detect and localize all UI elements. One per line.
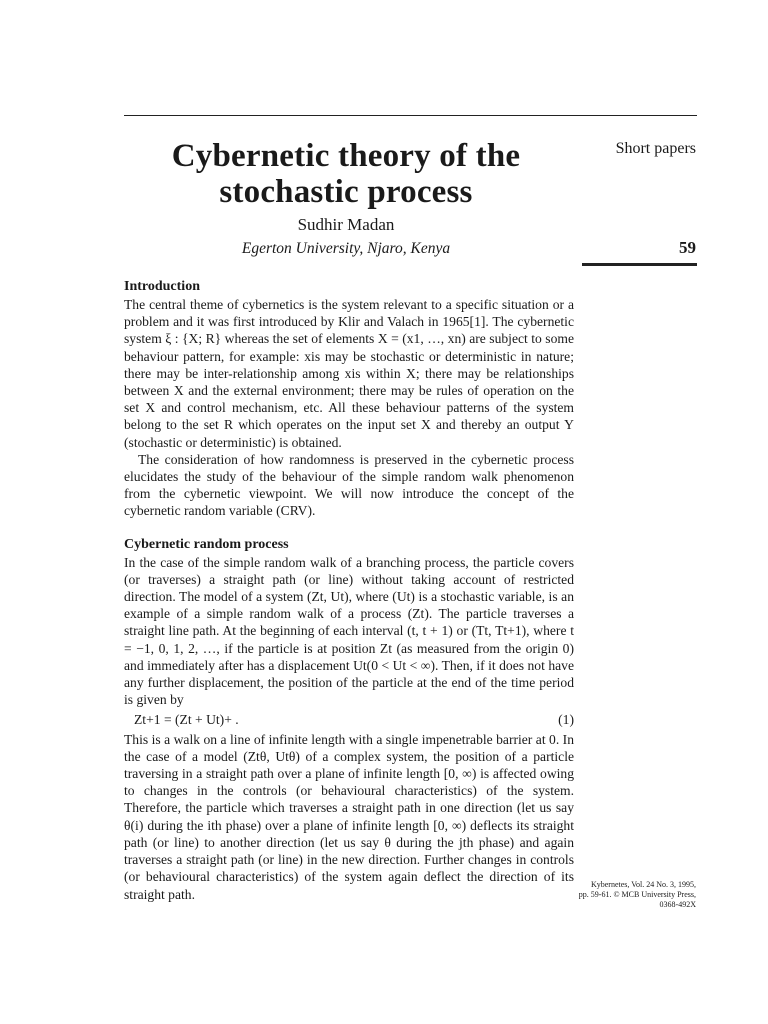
crp-paragraph-1: In the case of the simple random walk of a branching process, the particle covers (or traverses) a straight path (or line) without taking account of restricted direction. The model of a system (Zt, Ut), where (Ut) is a stochastic variable, is an example of a simple random walk of a process (Zt). The particle traverses a straight line path. At the beginning of each interval (t, t + 1) or (Tt, Tt+1), where t = −1, 0, 1, 2, …, if the particle is at position Zt (as measured from the origin 0) and immediately after has a displacement Ut(0 < Ut < ∞). Then, if it does not have any further displacement, the position of the particle at the end of the time period is given by: [124, 554, 574, 708]
intro-paragraph-1: The central theme of cybernetics is the system relevant to a specific situation or a problem and it was first introduced by Klir and Valach in 1965[1]. The cybernetic system ξ : {X; R} whereas the set of elements X = (x1, …, xn) are subject to some behaviour pattern, for example: xis may be stochastic or deterministic in nature; there may be inter-relationship among xis within X; there may be relationships between X and the external environment; there may be rules of operation on the set X and control mechanism, etc. All these behaviour patterns of the system belong to the set R which operates on the input set X and thereby an output Y (stochastic or deterministic) is obtained.: [124, 297, 574, 450]
title-line-2: stochastic process: [219, 174, 473, 210]
equation-text: Zt+1 = (Zt + Ut)+ .: [134, 712, 239, 728]
crp-heading: Cybernetic random process: [124, 536, 289, 552]
title-line-1: Cybernetic theory of the: [171, 138, 521, 174]
article-title: [124, 138, 568, 210]
page-number: 59: [679, 238, 696, 257]
journal-citation: [546, 880, 696, 910]
page-number-rule: [582, 263, 697, 266]
article-body: [124, 278, 574, 903]
top-rule: [124, 115, 697, 116]
citation-line-1: Kybernetes, Vol. 24 No. 3, 1995,: [590, 880, 696, 889]
equation-1: [124, 711, 574, 728]
intro-paragraph-2: The consideration of how randomness is preserved in the cybernetic process elucidates the study of the behaviour of the simple random walk phenomenon from the cybernetic viewpoint. We will now introduce the concept of the cybernetic random variable (CRV).: [124, 451, 574, 519]
citation-line-2: pp. 59-61. © MCB University Press,: [578, 890, 696, 899]
citation-line-3: 0368-492X: [659, 900, 696, 909]
intro-heading: Introduction: [124, 279, 200, 294]
author-name: Sudhir Madan: [297, 215, 395, 234]
crp-paragraph-2: This is a walk on a line of infinite length with a single impenetrable barrier at 0. In the case of a model (Ztθ, Utθ) of a complex system, the position of a particle traversing in a straight path over a plane of infinite length [0, ∞) is affected owing to changes in the controls (or behavioural characteristics) of the system. Therefore, the particle which traverses a straight path in one direction (let us say θ(i) during the ith phase) over a plane of infinite length [0, ∞) deflects its straight path (or line) to another direction (let us say θ during the jth phase) and again traverses a straight path (or line) in the new direction. Further changes in controls (or behavioural characteristics) of the system again deflect the direction of its straight path.: [124, 731, 574, 902]
section-gap: [124, 520, 574, 536]
equation-number: (1): [558, 712, 574, 728]
section-label: Short papers: [615, 140, 696, 157]
author-affiliation: Egerton University, Njaro, Kenya: [241, 240, 451, 257]
